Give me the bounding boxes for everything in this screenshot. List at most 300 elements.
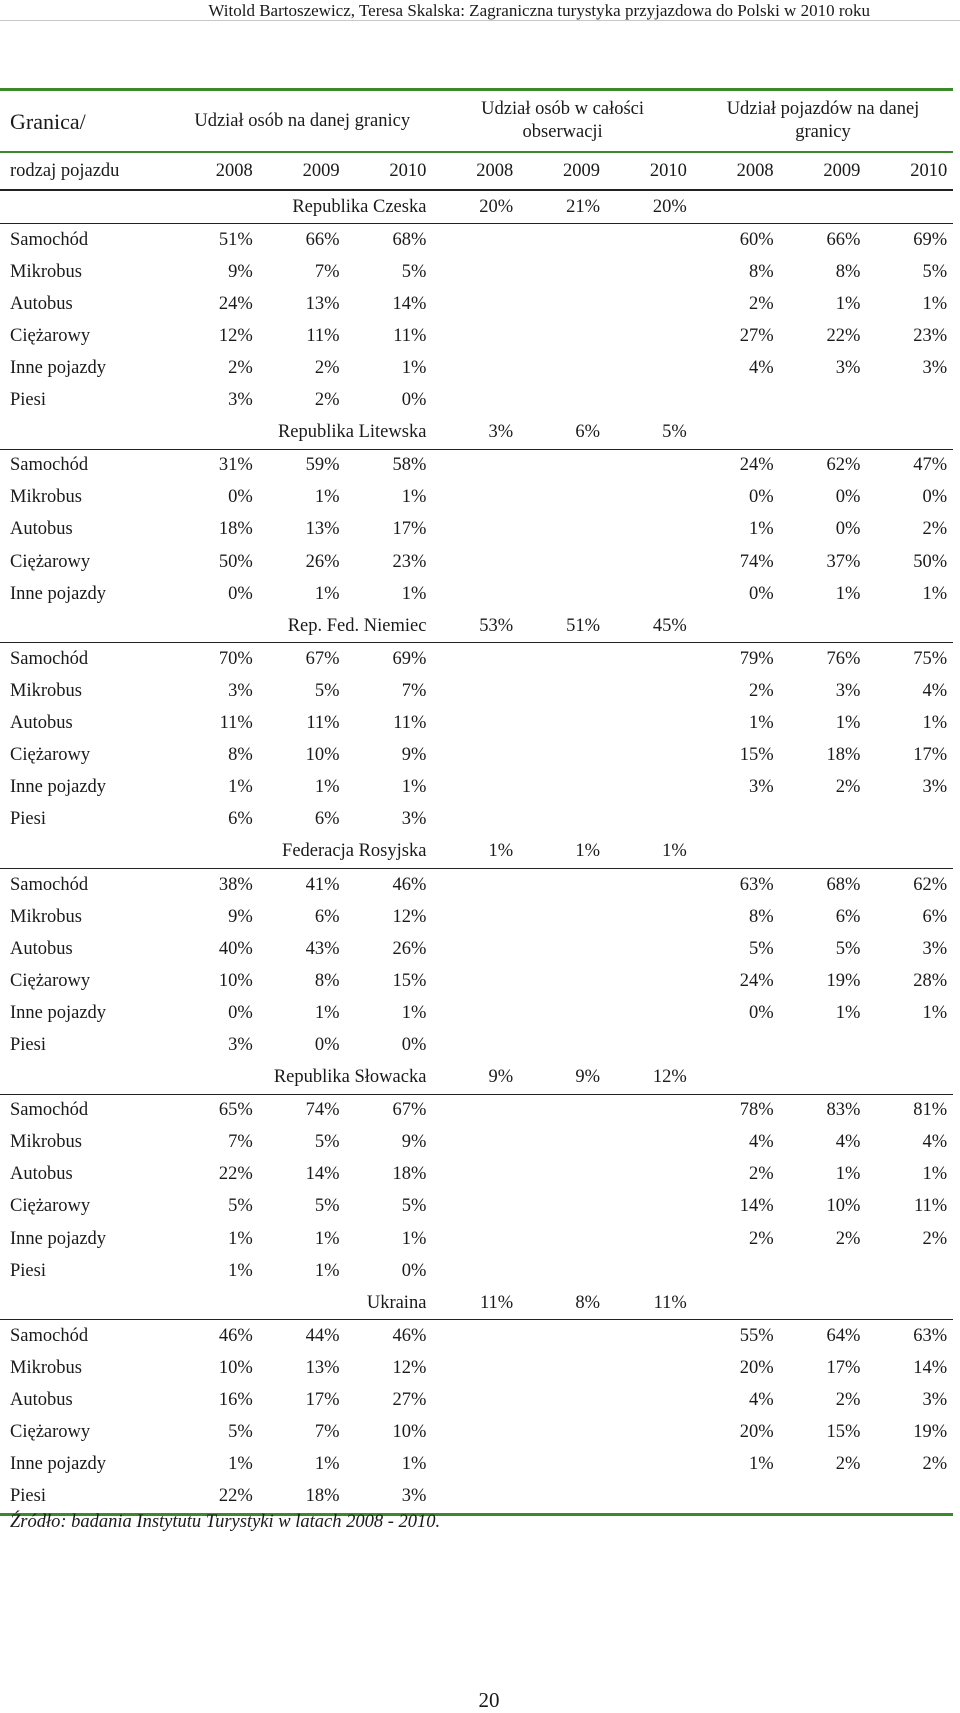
vehicle-share-cell: 3% (922, 358, 948, 379)
country-total-share: 9% (432, 1062, 519, 1095)
vehicle-type-label: Autobus (10, 1390, 73, 1411)
border-traffic-table (0, 88, 953, 1516)
vehicle-type-label: Ciężarowy (10, 745, 91, 766)
empty-cell (693, 1062, 780, 1095)
empty-cell (519, 514, 606, 546)
empty-cell (606, 740, 693, 772)
vehicle-share-cell: 81% (913, 1100, 948, 1121)
table-row (0, 1384, 953, 1416)
people-share-cell: 67% (392, 1100, 427, 1121)
people-share-cell: 0% (228, 487, 253, 508)
vehicle-type-label: Autobus (10, 713, 73, 734)
people-share-cell: 27% (392, 1390, 427, 1411)
vehicle-share-cell (866, 804, 953, 836)
header-year: 2009 (259, 152, 346, 190)
country-total-share: 1% (432, 836, 519, 869)
vehicle-type-label: Autobus (10, 938, 73, 959)
vehicle-share-cell: 4% (748, 358, 774, 379)
vehicle-share-cell: 1% (748, 519, 774, 540)
vehicle-share-cell: 79% (739, 648, 774, 669)
people-share-cell: 11% (306, 713, 340, 734)
people-share-cell: 1% (401, 1228, 427, 1249)
empty-cell (606, 320, 693, 352)
empty-cell (432, 933, 519, 965)
vehicle-type-label: Autobus (10, 293, 73, 314)
country-name: Republika Litewska (172, 417, 432, 450)
empty-cell (866, 1062, 953, 1095)
empty-cell (780, 190, 867, 224)
empty-cell (519, 1449, 606, 1481)
vehicle-share-cell: 4% (922, 680, 948, 701)
table-body (0, 190, 953, 1514)
country-total-share: 53% (432, 610, 519, 643)
country-total-share: 12% (606, 1062, 693, 1095)
vehicle-share-cell: 83% (826, 1100, 861, 1121)
vehicle-share-cell: 1% (922, 583, 948, 604)
vehicle-share-cell: 8% (748, 906, 774, 927)
vehicle-share-cell: 1% (748, 713, 774, 734)
empty-cell (519, 224, 606, 257)
empty-cell (866, 836, 953, 869)
people-share-cell: 7% (314, 261, 340, 282)
empty-cell (0, 417, 172, 450)
people-share-cell: 66% (305, 229, 340, 250)
empty-cell (432, 578, 519, 610)
people-share-cell: 1% (401, 487, 427, 508)
empty-cell (606, 997, 693, 1029)
people-share-cell: 22% (172, 1481, 259, 1515)
table-row (0, 482, 953, 514)
empty-cell (432, 1352, 519, 1384)
country-total-share: 3% (432, 417, 519, 450)
table-row (0, 868, 953, 901)
vehicle-share-cell: 2% (922, 519, 948, 540)
empty-cell (519, 1384, 606, 1416)
table-row (0, 1223, 953, 1255)
vehicle-share-cell: 78% (739, 1100, 774, 1121)
vehicle-share-cell: 63% (739, 874, 774, 895)
people-share-cell: 9% (228, 261, 253, 282)
empty-cell (606, 804, 693, 836)
vehicle-share-cell (780, 1255, 867, 1287)
vehicle-type-label: Inne pojazdy (10, 777, 107, 798)
people-share-cell: 18% (259, 1481, 346, 1515)
vehicle-share-cell: 2% (748, 293, 774, 314)
table-row (0, 740, 953, 772)
people-share-cell: 5% (314, 680, 340, 701)
empty-cell (432, 965, 519, 997)
empty-cell (693, 417, 780, 450)
people-share-cell: 5% (314, 1196, 340, 1217)
vehicle-type-label: Inne pojazdy (10, 358, 107, 379)
empty-cell (432, 804, 519, 836)
vehicle-share-cell: 60% (739, 229, 774, 250)
people-share-cell: 1% (401, 358, 427, 379)
table-row (0, 288, 953, 320)
empty-cell (780, 417, 867, 450)
vehicle-share-cell: 3% (922, 938, 948, 959)
people-share-cell: 58% (392, 455, 427, 476)
empty-cell (432, 1481, 519, 1515)
people-share-cell: 14% (305, 1164, 340, 1185)
empty-cell (519, 772, 606, 804)
vehicle-share-cell: 75% (913, 648, 948, 669)
vehicle-share-cell: 5% (748, 938, 774, 959)
header-year: 2010 (606, 152, 693, 190)
country-name: Federacja Rosyjska (172, 836, 432, 869)
vehicle-share-cell: 5% (835, 938, 861, 959)
people-share-cell: 1% (228, 777, 253, 798)
country-total-share: 21% (519, 190, 606, 224)
empty-cell (0, 610, 172, 643)
table-row (0, 1481, 953, 1515)
vehicle-share-cell: 18% (826, 745, 861, 766)
table-row (0, 1417, 953, 1449)
people-share-cell: 26% (392, 938, 427, 959)
empty-cell (519, 933, 606, 965)
country-name: Ukraina (172, 1287, 432, 1320)
table-row (0, 1029, 953, 1061)
empty-cell (432, 352, 519, 384)
vehicle-type-label: Ciężarowy (10, 325, 91, 346)
vehicle-share-cell: 19% (826, 970, 861, 991)
table-row (0, 449, 953, 482)
country-total-share: 11% (432, 1287, 519, 1320)
vehicle-share-cell: 2% (748, 680, 774, 701)
people-share-cell: 11% (393, 325, 427, 346)
vehicle-share-cell: 4% (748, 1132, 774, 1153)
vehicle-share-cell: 15% (739, 745, 774, 766)
vehicle-type-label: Ciężarowy (10, 1422, 91, 1443)
vehicle-share-cell: 4% (835, 1132, 861, 1153)
people-share-cell: 12% (392, 1357, 427, 1378)
vehicle-type-label: Autobus (10, 1164, 73, 1185)
table-row (0, 901, 953, 933)
country-total-share: 20% (432, 190, 519, 224)
empty-cell (519, 482, 606, 514)
empty-cell (606, 1159, 693, 1191)
vehicle-share-cell (780, 385, 867, 417)
empty-cell (606, 675, 693, 707)
country-total-share: 45% (606, 610, 693, 643)
people-share-cell: 2% (314, 358, 340, 379)
table-row (0, 578, 953, 610)
vehicle-type-label: Ciężarowy (10, 970, 91, 991)
empty-cell (519, 256, 606, 288)
empty-cell (519, 868, 606, 901)
source-note: Źródło: badania Instytutu Turystyki w latach 2008 - 2010. (10, 1512, 441, 1532)
country-total-share: 6% (519, 417, 606, 450)
vehicle-share-cell: 64% (826, 1325, 861, 1346)
vehicle-share-cell: 62% (826, 455, 861, 476)
vehicle-type-label: Mikrobus (10, 261, 82, 282)
empty-cell (432, 708, 519, 740)
empty-cell (519, 997, 606, 1029)
vehicle-share-cell: 24% (739, 970, 774, 991)
people-share-cell: 38% (218, 874, 253, 895)
empty-cell (780, 610, 867, 643)
empty-cell (432, 901, 519, 933)
empty-cell (693, 1287, 780, 1320)
vehicle-share-cell: 0% (835, 487, 861, 508)
empty-cell (432, 1320, 519, 1353)
people-share-cell: 0% (228, 583, 253, 604)
table-row (0, 675, 953, 707)
country-name: Republika Czeska (172, 190, 432, 224)
empty-cell (432, 224, 519, 257)
vehicle-share-cell: 14% (913, 1357, 948, 1378)
people-share-cell: 2% (314, 390, 340, 411)
vehicle-share-cell (693, 1255, 780, 1287)
people-share-cell: 0% (401, 390, 427, 411)
header-year: 2008 (172, 152, 259, 190)
people-share-cell: 1% (314, 1454, 340, 1475)
vehicle-share-cell: 3% (922, 777, 948, 798)
vehicle-share-cell: 8% (835, 261, 861, 282)
empty-cell (606, 708, 693, 740)
people-share-cell: 1% (314, 777, 340, 798)
people-share-cell: 7% (228, 1132, 253, 1153)
vehicle-type-label: Piesi (10, 1034, 46, 1055)
people-share-cell: 50% (218, 551, 253, 572)
empty-cell (519, 1127, 606, 1159)
country-row (0, 190, 953, 224)
empty-cell (519, 1159, 606, 1191)
vehicle-type-label: Inne pojazdy (10, 1002, 107, 1023)
empty-cell (519, 1094, 606, 1127)
people-share-cell: 23% (392, 551, 427, 572)
table-row (0, 1159, 953, 1191)
vehicle-type-label: Mikrobus (10, 680, 82, 701)
people-share-cell: 9% (401, 1132, 427, 1153)
vehicle-share-cell: 2% (835, 777, 861, 798)
vehicle-type-label: Piesi (10, 390, 46, 411)
people-share-cell: 5% (228, 1196, 253, 1217)
people-share-cell: 1% (314, 583, 340, 604)
vehicle-share-cell: 15% (826, 1422, 861, 1443)
empty-cell (432, 772, 519, 804)
people-share-cell: 44% (305, 1325, 340, 1346)
empty-cell (606, 1191, 693, 1223)
people-share-cell: 70% (218, 648, 253, 669)
people-share-cell: 11% (219, 713, 253, 734)
people-share-cell: 1% (228, 1454, 253, 1475)
vehicle-type-label: Piesi (10, 1260, 46, 1281)
country-total-share: 5% (606, 417, 693, 450)
vehicle-share-cell: 1% (835, 1164, 861, 1185)
empty-cell (606, 1255, 693, 1287)
table-row (0, 1320, 953, 1353)
empty-cell (606, 224, 693, 257)
people-share-cell: 41% (305, 874, 340, 895)
vehicle-share-cell: 6% (922, 906, 948, 927)
vehicle-share-cell: 2% (835, 1228, 861, 1249)
empty-cell (606, 1029, 693, 1061)
empty-cell (606, 1320, 693, 1353)
header-group-people-total: Udział osób w całości obserwacji (432, 90, 692, 153)
header-row-years (0, 152, 953, 190)
vehicle-share-cell: 3% (748, 777, 774, 798)
table-row (0, 385, 953, 417)
empty-cell (606, 385, 693, 417)
vehicle-share-cell: 20% (739, 1357, 774, 1378)
people-share-cell: 0% (228, 1002, 253, 1023)
vehicle-share-cell: 6% (835, 906, 861, 927)
people-share-cell: 68% (392, 229, 427, 250)
people-share-cell: 8% (228, 745, 253, 766)
people-share-cell: 16% (218, 1390, 253, 1411)
people-share-cell: 9% (401, 745, 427, 766)
vehicle-share-cell: 2% (748, 1164, 774, 1185)
table-row (0, 708, 953, 740)
people-share-cell: 18% (218, 519, 253, 540)
empty-cell (866, 610, 953, 643)
empty-cell (0, 1062, 172, 1095)
vehicle-share-cell: 2% (922, 1454, 948, 1475)
vehicle-share-cell: 28% (913, 970, 948, 991)
empty-cell (606, 449, 693, 482)
people-share-cell: 9% (228, 906, 253, 927)
empty-cell (432, 675, 519, 707)
vehicle-type-label: Autobus (10, 519, 73, 540)
empty-cell (780, 836, 867, 869)
empty-cell (606, 1352, 693, 1384)
people-share-cell: 11% (306, 325, 340, 346)
people-share-cell: 40% (218, 938, 253, 959)
people-share-cell: 2% (228, 358, 253, 379)
vehicle-share-cell: 2% (835, 1454, 861, 1475)
empty-cell (519, 901, 606, 933)
empty-cell (432, 1255, 519, 1287)
people-share-cell: 8% (314, 970, 340, 991)
vehicle-share-cell: 3% (835, 358, 861, 379)
vehicle-share-cell (780, 804, 867, 836)
empty-cell (519, 804, 606, 836)
vehicle-share-cell: 0% (748, 1002, 774, 1023)
header-row-label: rodzaj pojazdu (0, 152, 172, 190)
people-share-cell: 11% (393, 713, 427, 734)
people-share-cell: 46% (392, 1325, 427, 1346)
header-year: 2009 (519, 152, 606, 190)
empty-cell (606, 965, 693, 997)
people-share-cell: 10% (218, 1357, 253, 1378)
empty-cell (693, 610, 780, 643)
vehicle-share-cell: 17% (913, 745, 948, 766)
empty-cell (693, 836, 780, 869)
people-share-cell: 3% (228, 680, 253, 701)
empty-cell (780, 1287, 867, 1320)
vehicle-share-cell: 74% (739, 551, 774, 572)
empty-cell (519, 1320, 606, 1353)
table-row (0, 997, 953, 1029)
empty-cell (519, 675, 606, 707)
vehicle-share-cell: 68% (826, 874, 861, 895)
vehicle-type-label: Ciężarowy (10, 1196, 91, 1217)
empty-cell (606, 772, 693, 804)
table-row (0, 1255, 953, 1287)
people-share-cell: 1% (314, 487, 340, 508)
vehicle-share-cell: 1% (835, 1002, 861, 1023)
vehicle-share-cell: 23% (913, 325, 948, 346)
vehicle-share-cell: 63% (913, 1325, 948, 1346)
country-name: Republika Słowacka (172, 1062, 432, 1095)
table-row (0, 224, 953, 257)
empty-cell (606, 868, 693, 901)
people-share-cell: 69% (392, 648, 427, 669)
people-share-cell: 6% (314, 906, 340, 927)
empty-cell (606, 256, 693, 288)
table-row (0, 1191, 953, 1223)
vehicle-share-cell: 62% (913, 874, 948, 895)
empty-cell (606, 933, 693, 965)
people-share-cell: 59% (305, 455, 340, 476)
vehicle-share-cell: 10% (826, 1196, 861, 1217)
people-share-cell: 1% (401, 1454, 427, 1475)
vehicle-type-label: Ciężarowy (10, 551, 91, 572)
vehicle-share-cell: 22% (826, 325, 861, 346)
header-year: 2008 (432, 152, 519, 190)
empty-cell (432, 1094, 519, 1127)
table-row (0, 320, 953, 352)
people-share-cell: 1% (401, 1002, 427, 1023)
vehicle-share-cell: 69% (913, 229, 948, 250)
empty-cell (780, 1062, 867, 1095)
people-share-cell: 3% (346, 1481, 433, 1515)
empty-cell (606, 1094, 693, 1127)
vehicle-share-cell (780, 1029, 867, 1061)
vehicle-type-label: Inne pojazdy (10, 583, 107, 604)
table-row (0, 1094, 953, 1127)
vehicle-share-cell: 1% (922, 1002, 948, 1023)
vehicle-share-cell: 0% (748, 583, 774, 604)
vehicle-type-label: Mikrobus (10, 906, 82, 927)
vehicle-share-cell: 20% (739, 1422, 774, 1443)
people-share-cell: 1% (314, 1002, 340, 1023)
empty-cell (606, 1449, 693, 1481)
empty-cell (432, 1384, 519, 1416)
vehicle-share-cell: 2% (748, 1228, 774, 1249)
empty-cell (606, 514, 693, 546)
people-share-cell: 65% (218, 1100, 253, 1121)
people-share-cell: 51% (218, 229, 253, 250)
empty-cell (432, 997, 519, 1029)
vehicle-share-cell: 5% (922, 261, 948, 282)
vehicle-type-label: Piesi (0, 1481, 172, 1515)
header-group-people-border: Udział osób na danej granicy (172, 90, 432, 153)
people-share-cell: 3% (228, 390, 253, 411)
country-row (0, 1062, 953, 1095)
empty-cell (432, 1159, 519, 1191)
table-row (0, 804, 953, 836)
people-share-cell: 13% (305, 293, 340, 314)
empty-cell (606, 288, 693, 320)
people-share-cell: 0% (314, 1034, 340, 1055)
empty-cell (519, 1352, 606, 1384)
vehicle-share-cell (866, 1255, 953, 1287)
vehicle-share-cell: 24% (739, 455, 774, 476)
vehicle-type-label: Mikrobus (10, 1132, 82, 1153)
empty-cell (432, 385, 519, 417)
empty-cell (432, 1417, 519, 1449)
people-share-cell: 14% (392, 293, 427, 314)
header-granica: Granica/ (0, 90, 172, 153)
table-row (0, 1127, 953, 1159)
people-share-cell: 1% (401, 777, 427, 798)
people-share-cell: 24% (218, 293, 253, 314)
table-row (0, 1352, 953, 1384)
vehicle-type-label: Inne pojazdy (10, 1228, 107, 1249)
page-number: 20 (478, 1688, 500, 1712)
